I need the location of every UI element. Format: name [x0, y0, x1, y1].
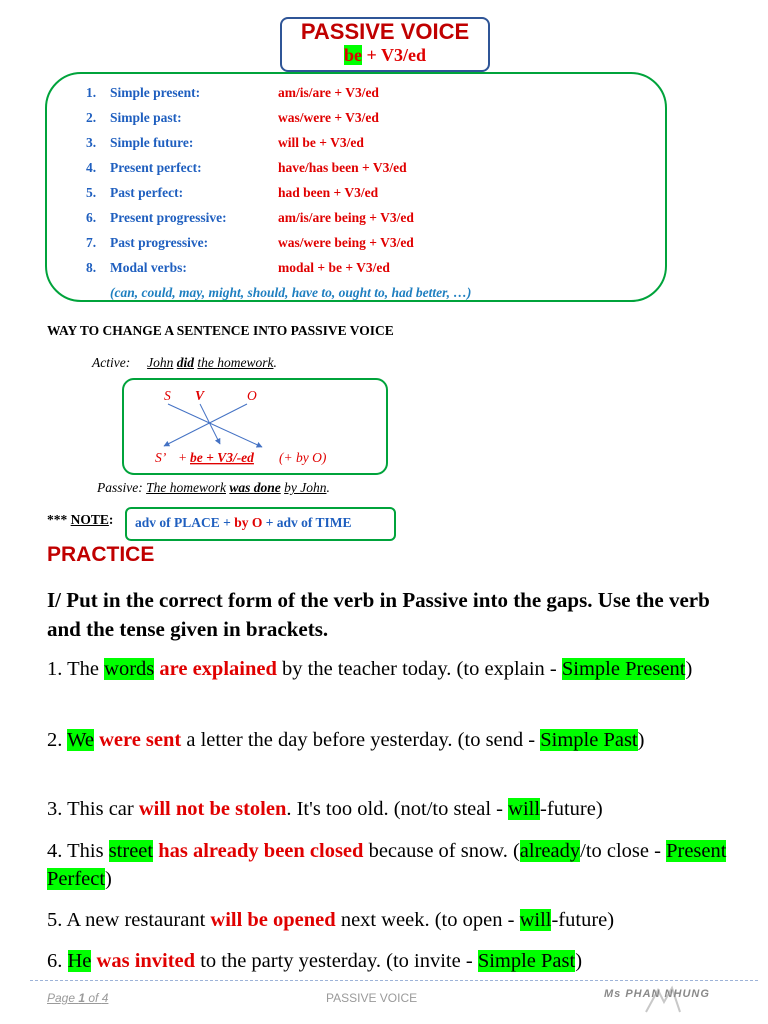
exercise-highlight: Simple Past	[540, 729, 638, 751]
active-period: .	[273, 355, 277, 370]
exercise-highlight: We	[67, 729, 94, 751]
exercise-text: )	[575, 950, 583, 972]
exercise-item	[47, 655, 737, 683]
tense-name: Simple future:	[110, 135, 194, 150]
exercise-text: -future)	[540, 798, 603, 820]
exercise-answer: are explained	[159, 658, 277, 680]
passive-subject: The homework	[146, 480, 226, 495]
passive-period: .	[326, 480, 330, 495]
tense-number: 7.	[86, 235, 97, 250]
tense-row	[86, 209, 414, 227]
way-heading: WAY TO CHANGE A SENTENCE INTO PASSIVE VOICE	[47, 323, 394, 338]
exercise-text: 3. This car	[47, 798, 139, 820]
exercise-text: )	[685, 658, 693, 680]
tense-name: Modal verbs:	[110, 260, 187, 275]
exercise-highlight: He	[67, 950, 92, 972]
exercise-text: 1. The	[47, 658, 105, 680]
exercise-text: 2.	[47, 729, 68, 751]
diagram-o: O	[247, 388, 257, 403]
exercise-highlight: already	[519, 840, 581, 862]
tense-number: 6.	[86, 210, 97, 225]
footer-page-num: 1	[78, 991, 86, 1005]
exercise-text: to the party yesterday. (to invite -	[195, 950, 478, 972]
tense-row	[86, 159, 407, 177]
exercise-highlight: words	[104, 658, 155, 680]
exercise-text: )	[637, 729, 645, 751]
active-label: Active:	[92, 355, 131, 370]
tense-number: 3.	[86, 135, 97, 150]
diagram-by-o: (+ by O)	[279, 450, 327, 465]
exercise-item	[47, 837, 737, 893]
tense-number: 4.	[86, 160, 97, 175]
footer-page-prefix: Page	[47, 991, 79, 1005]
exercise-answer: were sent	[99, 729, 182, 751]
tense-formula: will be + V3/ed	[278, 135, 364, 150]
active-sentence	[92, 355, 277, 371]
tense-row	[86, 134, 364, 152]
footer-page-of: of	[85, 991, 102, 1005]
tense-row	[86, 259, 390, 277]
arrow-o-to-s-prime	[164, 404, 247, 446]
footer-page-total: 4	[101, 991, 109, 1005]
exercise-answer: was invited	[96, 950, 196, 972]
tense-formula: was/were being + V3/ed	[278, 235, 414, 250]
exercise-highlight: will	[508, 798, 541, 820]
exercise-highlight: will	[519, 909, 552, 931]
footer-title: PASSIVE VOICE	[326, 991, 418, 1005]
diagram-s: S	[164, 388, 171, 403]
active-object: the homework	[197, 355, 274, 370]
tense-row	[86, 84, 379, 102]
tense-name: Simple present:	[110, 85, 201, 100]
arrow-v-to-be-v3	[200, 404, 220, 444]
exercise-answer: has already been closed	[158, 840, 364, 862]
tense-name: Simple past:	[110, 110, 182, 125]
tense-formula: had been + V3/ed	[278, 185, 379, 200]
tense-number: 2.	[86, 110, 97, 125]
note-adv-place: adv of PLACE +	[135, 515, 235, 530]
note-by-o: by O	[234, 515, 263, 530]
exercise-text: )	[105, 868, 112, 890]
page-title: PASSIVE VOICE	[300, 19, 470, 44]
exercise-item	[47, 726, 737, 754]
diagram-svg	[124, 380, 386, 473]
footer-page	[47, 991, 108, 1005]
tense-formula: modal + be + V3/ed	[278, 260, 390, 275]
tense-row	[86, 109, 379, 127]
active-subject: John	[147, 355, 174, 370]
tense-name: Present progressive:	[110, 210, 227, 225]
exercise-text: next week. (to open -	[335, 909, 520, 931]
exercise-text: because of snow. (	[363, 840, 520, 862]
formula-be: be	[344, 45, 363, 65]
exercise-answer: will be opened	[210, 909, 336, 931]
exercise-text: by the teacher today. (to explain -	[276, 658, 562, 680]
exercise-item	[47, 947, 737, 975]
logo-text: Ms PHAN NHUNG	[604, 988, 710, 1000]
tense-number: 5.	[86, 185, 97, 200]
exercise-text: 6.	[47, 950, 68, 972]
footer-divider	[30, 980, 758, 981]
tense-formula: am/is/are + V3/ed	[278, 85, 379, 100]
note-colon: :	[108, 512, 114, 527]
modal-examples: (can, could, may, might, should, have to, ought to, had better, …)	[110, 285, 472, 300]
exercise-text: /to close -	[580, 840, 667, 862]
tense-name: Present perfect:	[110, 160, 202, 175]
tense-name: Past progressive:	[110, 235, 209, 250]
passive-verb: was done	[229, 480, 281, 495]
active-verb: did	[176, 355, 194, 370]
passive-by: by John	[284, 480, 327, 495]
tense-number: 8.	[86, 260, 97, 275]
passive-sentence	[97, 480, 330, 496]
exercise-text: . It's too old. (not/to steal -	[286, 798, 509, 820]
exercise-answer: will not be stolen	[138, 798, 287, 820]
diagram-be-v3: be + V3/-ed	[190, 450, 254, 465]
exercise-highlight: street	[108, 840, 154, 862]
transform-diagram	[122, 378, 388, 475]
exercise-highlight: Simple Past	[477, 950, 576, 972]
formula-rest: + V3/ed	[362, 45, 426, 65]
tense-formula: have/has been + V3/ed	[278, 160, 407, 175]
exercise-item	[47, 906, 737, 934]
exercise-item	[47, 795, 737, 823]
exercise-text: 4. This	[47, 840, 109, 862]
tense-name: Past perfect:	[110, 185, 184, 200]
diagram-v: V	[195, 388, 205, 403]
diagram-plus: +	[178, 450, 188, 465]
tense-formula: was/were + V3/ed	[278, 110, 379, 125]
tense-row	[86, 184, 378, 202]
exercise-text: -future)	[551, 909, 615, 931]
tense-formula: am/is/are being + V3/ed	[278, 210, 414, 225]
exercise-text: 5. A new restaurant	[47, 909, 211, 931]
diagram-s-prime: S’	[155, 450, 167, 465]
footer-logo	[604, 988, 710, 1000]
arrow-s-to-by-o	[168, 404, 262, 447]
note-stars: ***	[47, 512, 68, 527]
note-label	[47, 512, 113, 528]
practice-instruction: I/ Put in the correct form of the verb in Passive into the gaps. Use the verb and the tense given in brackets.	[47, 588, 710, 641]
passive-label: Passive:	[97, 480, 143, 495]
title-box	[280, 17, 490, 72]
note-word: NOTE	[70, 512, 109, 527]
tense-row	[86, 234, 414, 252]
exercise-highlight: Simple Present	[561, 658, 686, 680]
exercise-text: a letter the day before yesterday. (to send -	[181, 729, 541, 751]
tense-number: 1.	[86, 85, 97, 100]
exercise-highlight: Present Perfect	[47, 840, 727, 890]
title-formula	[282, 44, 488, 66]
note-adv-time: + adv of TIME	[262, 515, 352, 530]
practice-heading: PRACTICE	[47, 543, 155, 566]
note-box	[125, 507, 396, 541]
